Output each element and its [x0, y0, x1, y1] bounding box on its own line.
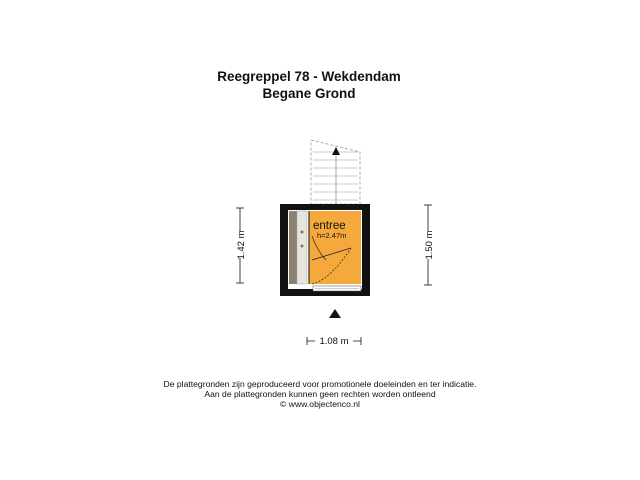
- dimension-right: [422, 205, 435, 285]
- disclaimer-line-1: De plattegronden zijn geproduceerd voor promotionele doeleinden en ter indicatie.: [163, 379, 477, 389]
- room-name: entree: [313, 220, 346, 232]
- copyright-line: © www.objectenco.nl: [280, 399, 360, 409]
- dimension-bottom-label: 1.08 m: [319, 336, 349, 347]
- dimension-bottom: [307, 334, 361, 348]
- room-height: h=2.47m: [317, 231, 347, 240]
- dimension-left: [234, 208, 247, 283]
- wardrobe-knob: [301, 231, 304, 234]
- dimension-right-label: 1.50 m: [424, 230, 435, 260]
- floor-title: Begane Grond: [262, 86, 356, 101]
- dimension-left-label: 1.42 m: [236, 230, 247, 260]
- staircase: [311, 140, 360, 204]
- address-title: Reegreppel 78 - Wekdendam: [217, 69, 401, 84]
- wardrobe: [289, 211, 307, 284]
- wardrobe-body: [289, 211, 297, 284]
- entrance-marker-icon: [329, 309, 341, 318]
- disclaimer: [0, 379, 640, 409]
- wardrobe-knob: [301, 245, 304, 248]
- disclaimer-line-2: Aan de plattegronden kunnen geen rechten worden ontleend: [204, 389, 436, 399]
